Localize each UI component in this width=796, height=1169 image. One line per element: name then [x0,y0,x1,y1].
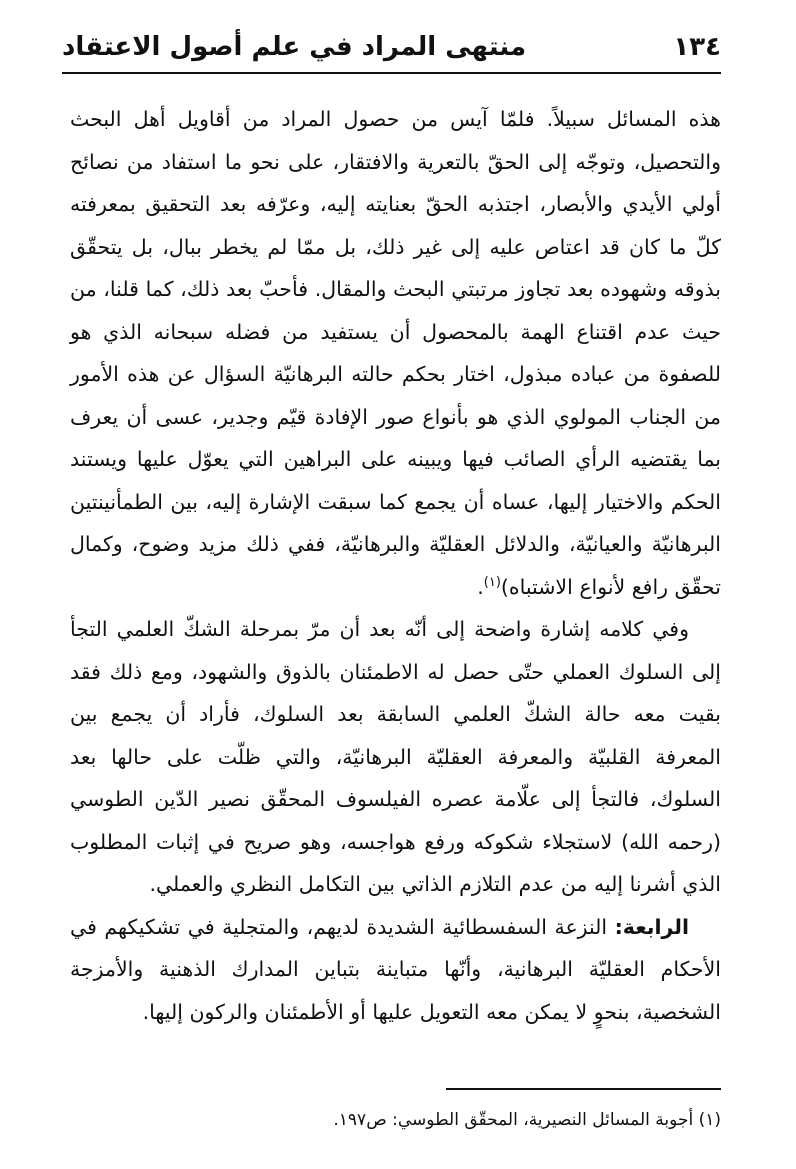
paragraph-quote-end: . [477,574,484,599]
fourth-point-text: النزعة السفسطائية الشديدة لديهم، والمتجلية في تشكيكهم في الأحكام العقليّة البرهانية، وأنّها متباينة بتباين المدارك الذهنية والأمزجة الشخصية، بنحوٍ لا يمكن معه التعويل عليها أو الأطمئنان والركون إليها. [70,914,721,1024]
paragraph-quote [70,98,721,608]
main-text [70,98,721,1033]
paragraph-commentary: وفي كلامه إشارة واضحة إلى أنّه بعد أن مرّ بمرحلة الشكّ العلمي التجأ إلى السلوك العملي حتّى حصل له الاطمئنان بالذوق والشهود، ومع ذلك فقد بقيت معه حالة الشكّ العلمي السابقة بعد السلوك، فأراد أن يجمع بين المعرفة القلبيّة والمعرفة العقليّة البرهانيّة، والتي ظلّت على حالها بعد السلوك، فالتجأ إلى علّامة عصره الفيلسوف المحقّق نصير الدّين الطوسي (رحمه الله) لاستجلاء شكوكه ورفع هواجسه، وهو صريح في إثبات المطلوب الذي أشرنا إليه من عدم التلازم الذاتي بين التكامل النظري والعملي. [70,617,721,896]
fourth-point-label: الرابعة: [614,914,689,939]
paragraph-fourth-point [70,906,721,1034]
footnote-divider [446,1088,721,1090]
running-title: منتهى المراد في علم أصول الاعتقاد [62,32,527,62]
footnote-reference: (١) [483,574,501,590]
footnote: (١) أجوبة المسائل النصيرية، المحقّق الطوسي: ص١٩٧. [333,1110,721,1130]
page-header [62,22,721,74]
page-number: ١٣٤ [673,32,721,62]
paragraph-quote-text: هذه المسائل سبيلاً. فلمّا آيس من حصول المراد من أقاويل أهل البحث والتحصيل، وتوجّه إلى الحقّ بالتعرية والافتقار، على نحو ما استفاد من نصائح أولي الأيدي والأبصار، اجتذبه الحقّ بعنايته إليه، وعرّفه بعد التحقيق بمعرفته كلّ ما كان قد اعتاص عليه إلى غير ذلك، بل ممّا لم يخطر ببال، بل يتحقّق بذوقه وشهوده بعد تجاوز مرتبتي البحث والمقال. فأحبّ بعد ذلك، كما قلنا، من حيث عدم اقتناع الهمة بالمحصول أن يستفيد من فضله سبحانه الذي هو للصفوة من عباده مبذول، اختار بحكم حالته البرهانيّة السؤال عن هذه الأمور من الجناب المولوي الذي هو بأنواع صور الإفادة قيّم وجدير، عسى أن يعرف بما يقتضيه الرأي الصائب فيها ويبينه على البراهين التي يعوّل عليها ويستند الحكم والاختيار إليها، عساه أن يجمع كما سبقت الإشارة إليه، بين الطمأنينتين البرهانيّة والعيانيّة، والدلائل العقليّة والبرهانيّة، ففي ذلك مزيد وضوح، وكمال تحقّق رافع لأنواع الاشتباه) [70,107,721,599]
